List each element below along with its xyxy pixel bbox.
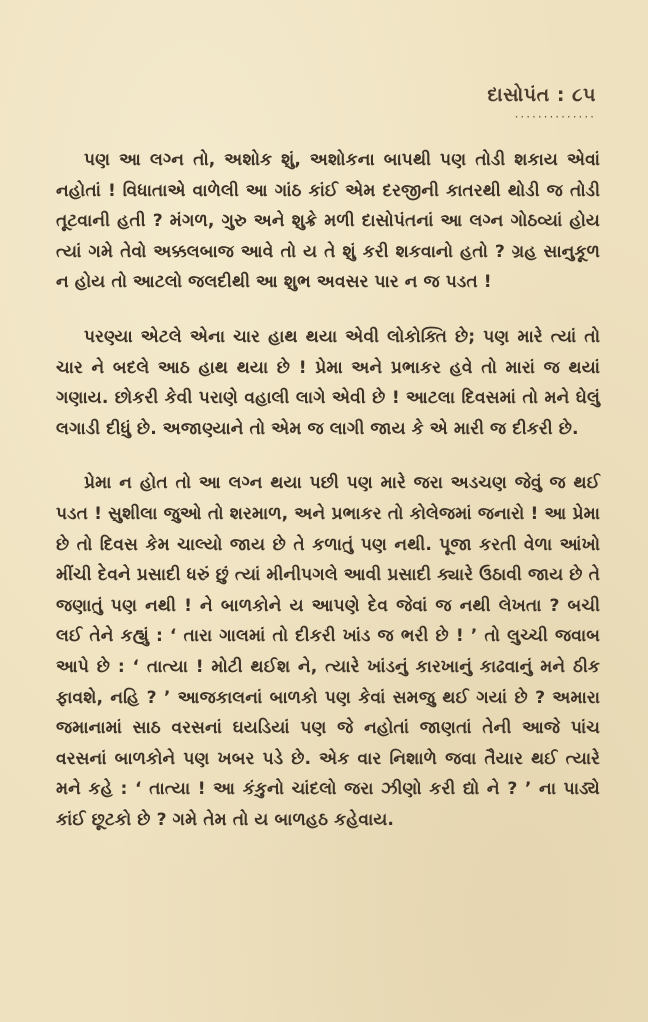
header-dotted-rule: ·············· bbox=[514, 110, 596, 124]
running-header bbox=[487, 84, 596, 124]
paragraph-2: પરણ્યા એટલે એના ચાર હાથ થયા એવી લોકોક્તિ છે; પણ મારે ત્યાં તો ચાર ને બદલે આઠ હાથ થયા છે ! પ્રેમા અને પ્રભાકર હવે તો મારાં જ થયાં ગણાય. છોકરી કેવી પરાણે વહાલી લાગે એવી છે ! આટલા દિવસમાં તો મને ઘેલું લગાડી દીધું છે. અજાણ્યાને તો એમ જ લાગી જાય કે એ મારી જ દીકરી છે. bbox=[56, 326, 600, 439]
text-body bbox=[56, 145, 600, 859]
running-title: દાસોપંત : ૮૫ bbox=[487, 84, 596, 106]
paragraph-1: પણ આ લગ્ન તો, અશોક શું, અશોકના બાપથી પણ તોડી શકાય એવાં નહોતાં ! વિધાતાએ વાળેલી આ ગાંઠ કાંઈ એમ દરજીની કાતરથી થોડી જ તોડી તૂટવાની હતી ? મંગળ, ગુરુ અને શુક્રે મળી દાસોપંતનાં આ લગ્ન ગોઠવ્યાં હોય ત્યાં ગમે તેવો અક્કલબાજ આવે તો ય તે શું કરી શકવાનો હતો ? ગ્રહ સાનુકૂળ ન હોય તો આટલો જલદીથી આ શુભ અવસર પાર ન જ પડત ! bbox=[56, 150, 600, 293]
paragraph-3: પ્રેમા ન હોત તો આ લગ્ન થયા પછી પણ મારે જરા અડચણ જેવું જ થઈ પડત ! સુશીલા જુઓ તો શરમાળ, અને પ્રભાકર તો કોલેજમાં જનારો ! આ પ્રેમા છે તો દિવસ કેમ ચાલ્યો જાય છે તે કળાતું પણ નથી. પૂજા કરતી વેળા આંખો મીંચી દેવને પ્રસાદી ધરું છું ત્યાં મીનીપગલે આવી પ્રસાદી ક્યારે ઉઠાવી જાય છે તે જણાતું પણ નથી ! ને બાળકોને ય આપણે દેવ જેવાં જ નથી લેખતા ? બચી લઈ તેને કહ્યું : ‘ તારા ગાલમાં તો દીકરી ખાંડ જ ભરી છે ! ’ તો લુચ્ચી જવાબ આપે છે : ‘ તાત્યા ! મોટી થઈશ ને, ત્યારે ખાંડનું કારખાનું કાઢવાનું મને ઠીક ફાવશે, નહિ ? ’ આજકાલનાં બાળકો પણ કેવાં સમજુ થઈ ગયાં છે ? અમારા જમાનામાં સાઠ વરસનાં ઘયડિયાં પણ જે નહોતાં જાણતાં તેની આજે પાંચ વરસનાં બાળકોને પણ ખબર પડે છે. એક વાર નિશાળે જવા તૈયાર થઈ ત્યારે મને કહે : ‘ તાત્યા ! આ કંકુનો ચાંદલો જરા ઝીણો કરી દ્યો ને ? ’ ના પાડ્યે કાંઈ છૂટકો છે ? ગમે તેમ તો ય બાળહઠ કહેવાય. bbox=[56, 473, 600, 830]
